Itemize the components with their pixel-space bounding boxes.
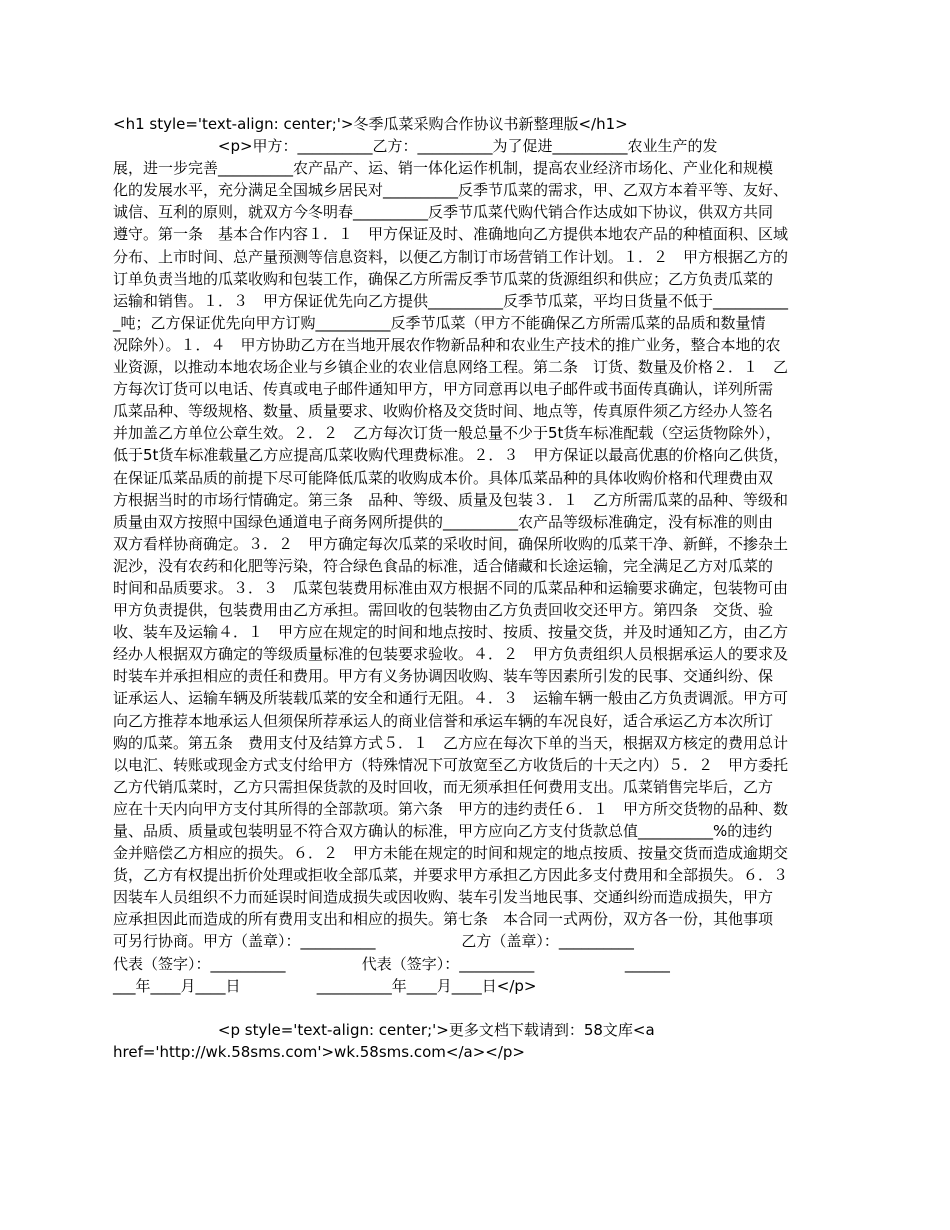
body-text-line: 以电汇、转账或现金方式支付给甲方（特殊情况下可放宽至乙方收货后的十天之内）５．２ 甲方委托: [113, 755, 789, 774]
spacer: [113, 997, 839, 1019]
body-text-line: 业资源，以推动本地农场企业与乡镇企业的农业信息网络工程。第二条 订货、数量及价格２．１ 乙: [113, 358, 789, 377]
body-text-line: 低于5t货车标准载量乙方应提高瓜菜收购代理费标准。２．３ 甲方保证以最高优惠的价格向乙供货，: [113, 446, 789, 465]
footer-text-line: <p style='text-align: center;'>更多文档下载请到：58文库<a: [113, 1020, 655, 1039]
body-text-line: 在保证瓜菜品质的前提下尽可能降低瓜菜的收购成本价。具体瓜菜品种的具体收购价格和代理费由双: [113, 468, 774, 487]
body-text-line: 化的发展水平，充分满足全国城乡居民对__________反季节瓜菜的需求，甲、乙双方本着平等、友好、: [113, 181, 789, 200]
body-text-line: ___年____月____日 __________年____月____日</p>: [113, 976, 537, 995]
body-text-line: 遵守。第一条 基本合作内容１．１ 甲方保证及时、准确地向乙方提供本地农产品的种植面积、区域: [113, 225, 789, 244]
body-text-line: 双方看样协商确定。３．２ 甲方确定每次瓜菜的采收时间，确保所收购的瓜菜干净、新鲜，不掺杂土: [113, 534, 789, 553]
body-text-line: 可另行协商。甲方（盖章）：__________ 乙方（盖章）：__________: [113, 932, 634, 951]
body-text-line: 因装车人员组织不力而延误时间造成损失或因收购、装车引发当地民事、交通纠纷而造成损失，甲方: [113, 888, 774, 907]
body-text-line: 方每次订货可以电话、传真或电子邮件通知甲方，甲方同意再以电子邮件或书面传真确认，详列所需: [113, 380, 774, 399]
title-source-line: <h1 style='text-align: center;'>冬季瓜菜采购合作协议书新整理版</h1>: [113, 115, 628, 133]
body-text-line: 收、装车及运输４．１ 甲方应在规定的时间和地点按时、按质、按量交货，并及时通知乙方，由乙方: [113, 623, 789, 642]
body-text-line: 购的瓜菜。第五条 费用支付及结算方式５．１ 乙方应在每次下单的当天，根据双方核定的费用总计: [113, 733, 789, 752]
body-text-line: 运输和销售。１．３ 甲方保证优先向乙方提供__________反季节瓜菜，平均日货量不低于__________: [113, 291, 789, 310]
body-text-line: 时间和品质要求。３．３ 瓜菜包装费用标准由双方根据不同的瓜菜品种和运输要求确定，包装物可由: [113, 578, 789, 597]
body-text-line: 况除外）。１．４ 甲方协助乙方在当地开展农作物新品种和农业生产技术的推广业务，整合本地的农: [113, 335, 781, 354]
agreement-body: [113, 135, 839, 997]
body-text-line: 量、品质、质量或包装明显不符合双方确认的标准，甲方应向乙方支付货款总值__________%的违约: [113, 822, 773, 840]
body-text-line: 分布、上市时间、总产量预测等信息资料，以便乙方制订市场营销工作计划。１．２ 甲方根据乙方的: [113, 247, 789, 266]
body-text-line: 并加盖乙方单位公章生效。２．２ 乙方每次订货一般总量不少于5t货车标准配载（空运货物除外），: [113, 424, 781, 443]
body-text-line: 瓜菜品种、等级规格、数量、质量要求、收购价格及交货时间、地点等，传真原件须乙方经办人签名: [113, 402, 774, 421]
body-text-line: 甲方负责提供，包装费用由乙方承担。需回收的包装物由乙方负责回收交还甲方。第四条 交货、验: [113, 601, 774, 620]
body-text-line: 代表（签字）：__________ 代表（签字）：__________ ______: [113, 954, 670, 973]
body-text-line: 应在十天内向甲方支付其所得的全部款项。第六条 甲方的违约责任６．１ 甲方所交货物的品种、数: [113, 799, 789, 818]
body-text-line: 金并赔偿乙方相应的损失。６．２ 甲方未能在规定的时间和规定的地点按质、按量交货而造成逾期交: [113, 844, 789, 863]
body-text-line: 展，进一步完善__________农产品产、运、销一体化运作机制，提高农业经济市场化、产业化和规模: [113, 159, 774, 178]
footer-source: [113, 1019, 839, 1063]
body-text-line: 时装车并承担相应的责任和费用。甲方有义务协调因收购、装车等因素所引发的民事、交通纠纷、保: [113, 667, 774, 686]
document-page: [113, 113, 839, 1063]
body-text-line: 质量由双方按照中国绿色通道电子商务网所提供的__________农产品等级标准确定，没有标准的则由: [113, 512, 774, 531]
body-text-line: _吨；乙方保证优先向甲方订购__________反季节瓜菜（甲方不能确保乙方所需瓜菜的品质和数量情: [113, 313, 766, 332]
body-text-line: 订单负责当地的瓜菜收购和包装工作，确保乙方所需反季节瓜菜的货源组织和供应；乙方负责瓜菜的: [113, 269, 774, 288]
body-text-line: 诚信、互利的原则，就双方今冬明春__________反季节瓜菜代购代销合作达成如下协议，供双方共同: [113, 203, 774, 222]
body-text-line: 应承担因此而造成的所有费用支出和相应的损失。第七条 本合同一式两份，双方各一份，其他事项: [113, 910, 774, 929]
body-text-line: 证承运人、运输车辆及所装载瓜菜的安全和通行无阻。４．３ 运输车辆一般由乙方负责调派。甲方可: [113, 689, 789, 708]
body-text-line: 方根据当时的市场行情确定。第三条 品种、等级、质量及包装３．１ 乙方所需瓜菜的品种、等级和: [113, 490, 789, 509]
body-text-line: 向乙方推荐本地承运人但须保所荐承运人的商业信誉和承运车辆的车况良好，适合承运乙方本次所订: [113, 711, 774, 730]
body-text-line: 经办人根据双方确定的等级质量标准的包装要求验收。４．２ 甲方负责组织人员根据承运人的要求及: [113, 645, 789, 664]
body-text-line: 泥沙，没有农药和化肥等污染，符合绿色食品的标准，适合储藏和长途运输，完全满足乙方对瓜菜的: [113, 556, 774, 575]
body-text-line: 乙方代销瓜菜时，乙方只需担保货款的及时回收，而无须承担任何费用支出。瓜菜销售完毕后，乙方: [113, 777, 774, 796]
body-text-line: 货，乙方有权提出折价处理或拒收全部瓜菜，并要求甲方承担乙方因此多支付费用和全部损失。６．３: [113, 866, 789, 885]
footer-text-line: href='http://wk.58sms.com'>wk.58sms.com</a></p>: [113, 1042, 525, 1061]
body-text-line: <p>甲方：__________乙方：__________为了促进__________农业生产的发: [113, 137, 718, 156]
